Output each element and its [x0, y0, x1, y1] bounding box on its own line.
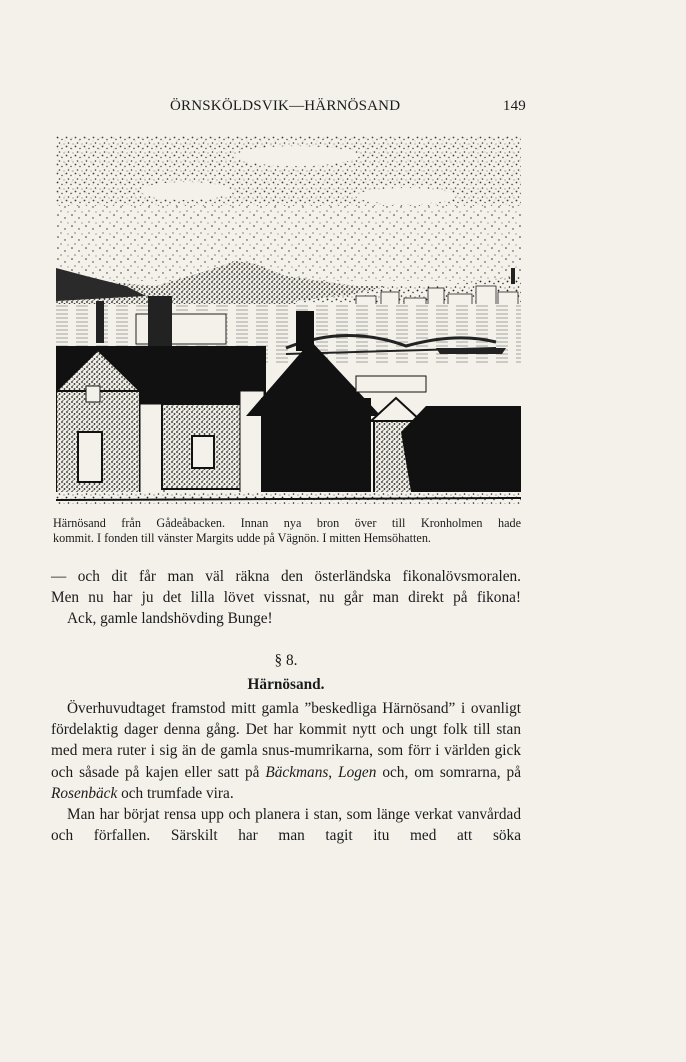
running-title: ÖRNSKÖLDSVIK—HÄRNÖSAND [170, 98, 401, 114]
paragraph-line: — och dit får man väl räkna den österländska fikonalövsmoralen. [51, 568, 521, 585]
page-number: 149 [502, 98, 526, 114]
caption-line-2: kommit. I fonden till vänster Margits udde på Vägnön. I mitten Hemsöhatten. [53, 530, 431, 545]
paragraph-line: Men nu har ju det lilla lövet vissnat, nu går man direkt på fikona! [51, 589, 521, 607]
place-name: Bäckmans [265, 763, 329, 781]
paragraph-line: Ack, gamle landshövding Bunge! [67, 610, 273, 628]
paragraph [51, 698, 521, 804]
illustration [56, 136, 521, 504]
place-name: Logen [338, 763, 377, 781]
section-title: Härnösand. [247, 675, 325, 693]
paragraph-text: Överhuvudtaget framstod mitt gamla ”beskedliga Härnösand” i ovanligt fördelaktig dager denna gång. Det har kommit nytt och ungt folk till stan med mera ruter i sig än de gamla snus-mumrikarna, som förr i världen gick och såsade på kajen eller satt på [51, 700, 521, 781]
paragraph-text: , [328, 763, 339, 781]
paragraph: Man har börjat rensa upp och planera i stan, som länge verkat vanvårdad och förfallen. Särskilt har man tagit itu med att söka [51, 806, 521, 845]
harnosand-illustration [56, 136, 521, 504]
section-number: § 8. [274, 651, 298, 669]
paragraph-text: och, om somrarna, på [376, 763, 521, 781]
paragraph-text: och trumfade vira. [117, 784, 234, 802]
caption-line-1: Härnösand från Gådeåbacken. Innan nya bron över till Kronholmen hade [53, 516, 521, 530]
place-name: Rosenbäck [51, 784, 118, 802]
figure-caption [53, 516, 521, 545]
body-text [51, 566, 521, 846]
